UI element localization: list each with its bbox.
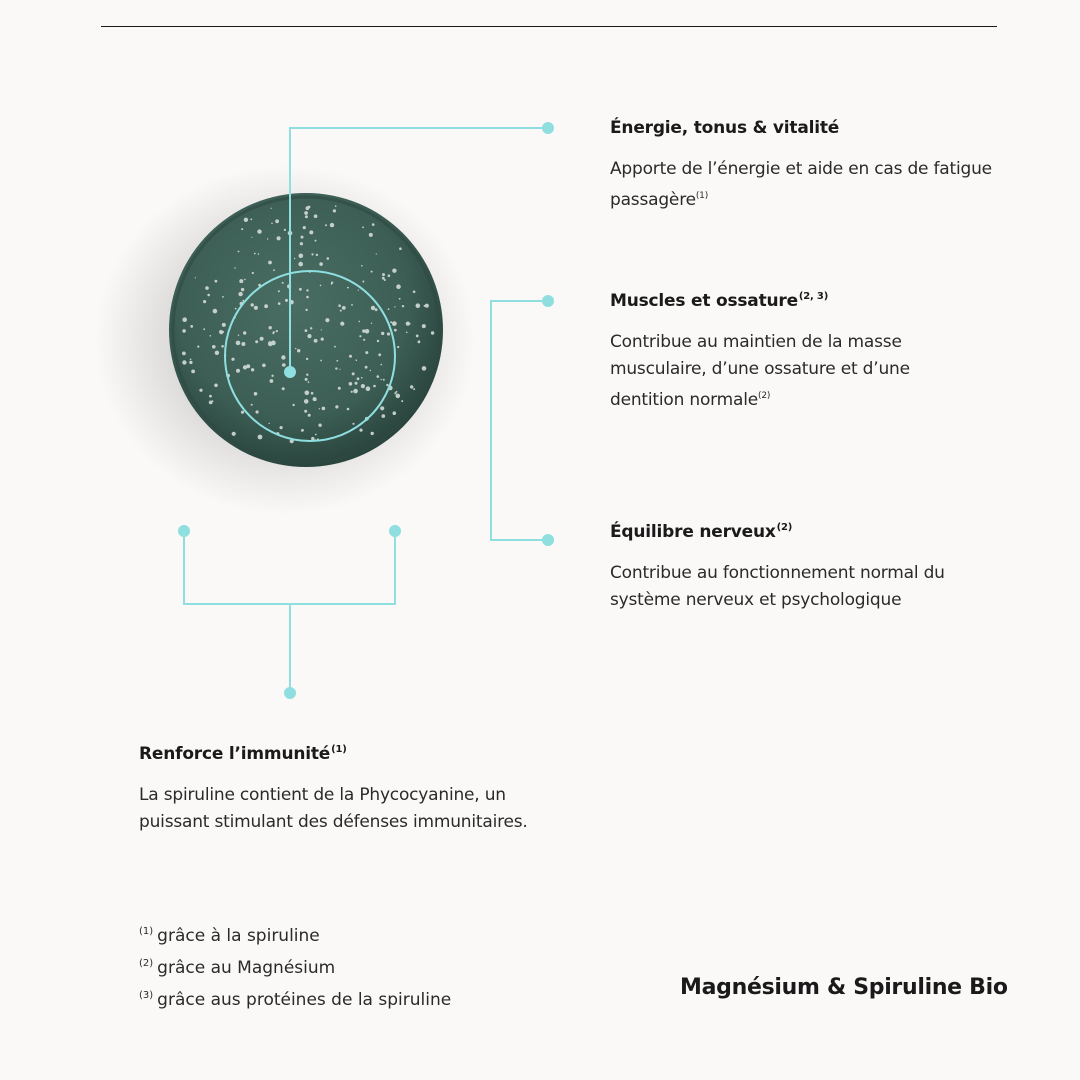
tablet-speckle bbox=[422, 324, 426, 328]
tablet-speckle bbox=[195, 277, 196, 278]
tablet-speckle bbox=[355, 382, 358, 385]
tablet-speckle bbox=[399, 298, 401, 300]
tablet-speckle bbox=[182, 329, 186, 333]
tablet-speckle bbox=[319, 408, 320, 409]
tablet-speckle bbox=[310, 327, 312, 329]
tablet-speckle bbox=[314, 339, 318, 343]
tablet-speckle bbox=[378, 353, 381, 356]
tablet-speckle bbox=[384, 279, 386, 281]
tablet-speckle bbox=[325, 224, 327, 226]
footnote-ref: (1) bbox=[695, 191, 709, 201]
tablet-speckle bbox=[361, 384, 365, 388]
tablet-speckle bbox=[318, 424, 321, 427]
tablet-speckle bbox=[314, 214, 318, 218]
feature-immunity-desc: La spiruline contient de la Phycocyanine, un puissant stimulant des défenses immunitaires. bbox=[139, 785, 528, 832]
tablet-speckle bbox=[371, 306, 375, 310]
tablet-speckle bbox=[416, 335, 419, 338]
tablet-speckle bbox=[199, 389, 202, 392]
tablet-speckle bbox=[270, 379, 274, 383]
feature-immunity-title: Renforce l’immunité$^{(1)}$ bbox=[139, 744, 347, 764]
tablet-speckle bbox=[388, 274, 391, 277]
tablet-speckle bbox=[268, 261, 272, 265]
tablet-speckle bbox=[281, 355, 285, 359]
tablet-speckle bbox=[321, 329, 322, 330]
tablet-speckle bbox=[402, 305, 404, 307]
tablet-speckle bbox=[359, 321, 361, 323]
tablet-speckle bbox=[222, 296, 224, 298]
tablet-speckle bbox=[363, 339, 365, 341]
tablet-speckle bbox=[352, 372, 355, 375]
tablet-speckle bbox=[382, 414, 386, 418]
tablet-speckle bbox=[351, 391, 353, 393]
tablet-speckle bbox=[392, 321, 397, 326]
tablet-speckle bbox=[336, 360, 338, 362]
connector-nerves-dot bbox=[542, 534, 554, 546]
product-name: Magnésium & Spiruline Bio bbox=[680, 975, 1008, 1000]
tablet-speckle bbox=[190, 359, 192, 361]
tablet-speckle bbox=[207, 294, 210, 297]
tablet-speckle bbox=[256, 410, 259, 413]
tablet-speckle bbox=[300, 242, 303, 245]
tablet-speckle bbox=[390, 321, 392, 323]
tablet-speckle bbox=[254, 306, 258, 310]
tablet-speckle bbox=[292, 404, 294, 406]
tablet-speckle bbox=[335, 367, 337, 369]
tablet-speckle bbox=[232, 432, 236, 436]
tablet-speckle bbox=[376, 253, 377, 254]
tablet-speckle bbox=[401, 400, 403, 402]
tablet-speckle bbox=[203, 328, 205, 330]
tablet-speckle bbox=[276, 330, 278, 332]
tablet-speckle bbox=[298, 262, 303, 267]
tablet-speckle bbox=[304, 399, 309, 404]
tablet-speckle bbox=[347, 287, 349, 289]
tablet-speckle bbox=[413, 291, 416, 294]
tablet-speckle bbox=[244, 279, 246, 281]
feature-energy-title: Énergie, tonus & vitalité bbox=[610, 118, 840, 138]
tablet-speckle bbox=[241, 411, 244, 414]
tablet-speckle bbox=[381, 379, 382, 380]
tablet-speckle bbox=[334, 346, 336, 348]
tablet-speckle bbox=[255, 340, 258, 343]
tablet-speckle bbox=[280, 426, 283, 429]
tablet-speckle bbox=[301, 430, 303, 432]
tablet-speckle bbox=[371, 323, 372, 324]
tablet-speckle bbox=[294, 258, 295, 259]
tablet-speckle bbox=[383, 379, 385, 381]
tablet-speckle bbox=[371, 271, 373, 273]
tablet-speckle bbox=[409, 323, 411, 325]
tablet-speckle bbox=[243, 331, 246, 334]
tablet-speckle bbox=[306, 296, 309, 299]
tablet-speckle bbox=[182, 352, 186, 356]
tablet-speckle bbox=[299, 288, 302, 291]
tablet-speckle bbox=[422, 366, 427, 371]
feature-muscles bbox=[610, 291, 1010, 414]
footnote-ref: (2, 3) bbox=[798, 291, 829, 302]
tablet-speckle bbox=[252, 272, 254, 274]
tablet-speckle bbox=[277, 236, 281, 240]
footnote-item: $^{(2)}$ grâce au Magnésium bbox=[139, 958, 336, 978]
tablet-speckle bbox=[338, 304, 341, 307]
tablet-speckle bbox=[353, 389, 358, 394]
tablet-speckle bbox=[219, 330, 222, 333]
tablet-speckle bbox=[333, 209, 336, 212]
tablet-speckle bbox=[424, 305, 426, 307]
tablet-speckle bbox=[315, 434, 317, 436]
connector-immunity-left-dot bbox=[178, 525, 190, 537]
tablet-speckle bbox=[306, 358, 308, 360]
tablet-speckle bbox=[238, 251, 240, 253]
tablet-speckle bbox=[416, 303, 421, 308]
tablet-speckle bbox=[394, 329, 397, 332]
tablet-speckle bbox=[315, 240, 317, 242]
feature-nerves-title: Équilibre nerveux$^{(2)}$ bbox=[610, 522, 793, 542]
tablet-speckle bbox=[371, 432, 374, 435]
tablet-speckle bbox=[205, 286, 209, 290]
tablet-speckle bbox=[351, 304, 353, 306]
tablet-speckle bbox=[394, 392, 396, 394]
tablet-speckle bbox=[297, 349, 300, 352]
tablet-speckle bbox=[271, 341, 276, 346]
tablet-speckle bbox=[222, 323, 226, 327]
tablet-speckle bbox=[306, 374, 308, 376]
tablet-speckle bbox=[243, 365, 247, 369]
connector-immunity-bracket bbox=[184, 531, 395, 604]
connector-energy-dot bbox=[542, 122, 554, 134]
tablet-speckle bbox=[215, 280, 218, 283]
tablet-speckle bbox=[305, 329, 308, 332]
tablet-speckle bbox=[308, 414, 311, 417]
tablet-speckle bbox=[386, 384, 388, 386]
tablet-speckle bbox=[349, 382, 353, 386]
tablet-speckle bbox=[210, 335, 212, 337]
tablet-speckle bbox=[377, 375, 380, 378]
tablet-speckle bbox=[406, 332, 408, 334]
tablet-speckle bbox=[241, 288, 244, 291]
tablet-speckle bbox=[319, 262, 323, 266]
tablet-speckle bbox=[254, 253, 256, 255]
feature-energy-desc: Apporte de l’énergie et aide en cas de fatigue passagère$^{(1)}$ bbox=[610, 159, 992, 210]
tablet-speckle bbox=[258, 435, 263, 440]
tablet-speckle bbox=[396, 394, 401, 399]
tablet-speckle bbox=[282, 282, 284, 284]
tablet-speckle bbox=[340, 322, 344, 326]
tablet-speckle bbox=[254, 392, 258, 396]
tablet-speckle bbox=[365, 351, 368, 354]
tablet-speckle bbox=[257, 229, 261, 233]
tablet-speckle bbox=[269, 423, 270, 424]
tablet-speckle bbox=[394, 306, 395, 307]
footnote-ref: (2) bbox=[776, 522, 793, 533]
tablet-speckle bbox=[295, 348, 296, 349]
tablet-speckle bbox=[339, 369, 340, 370]
tablet-speckle bbox=[393, 411, 397, 415]
tablet-speckle bbox=[275, 219, 279, 223]
tablet-speckle bbox=[331, 282, 333, 284]
tablet-speckle bbox=[306, 206, 310, 210]
tablet-speckle bbox=[308, 381, 310, 383]
tablet-speckle bbox=[399, 247, 402, 250]
tablet-speckle bbox=[251, 404, 253, 406]
tablet-speckle bbox=[419, 340, 420, 341]
tablet-speckle bbox=[191, 370, 195, 374]
tablet-speckle bbox=[305, 215, 308, 218]
tablet-speckle bbox=[325, 318, 329, 322]
tablet-speckle bbox=[236, 369, 240, 373]
tablet-speckle bbox=[311, 253, 313, 255]
tablet-speckle bbox=[209, 401, 213, 405]
tablet-image bbox=[169, 193, 443, 467]
tablet-speckle bbox=[381, 332, 384, 335]
tablet-speckle bbox=[309, 230, 313, 234]
tablet-speckle bbox=[271, 375, 273, 377]
tablet-speckle bbox=[251, 237, 252, 238]
tablet-speckle bbox=[370, 370, 371, 371]
tablet-speckle bbox=[221, 345, 224, 348]
tablet-speckle bbox=[189, 361, 192, 364]
tablet-speckle bbox=[388, 308, 390, 310]
feature-nerves-desc: Contribue au fonctionnement normal du système nerveux et psychologique bbox=[610, 563, 945, 610]
tablet-speckle bbox=[380, 406, 384, 410]
tablet-speckle bbox=[241, 342, 245, 346]
tablet-speckle bbox=[356, 359, 358, 361]
tablet-speckle bbox=[320, 285, 322, 287]
connector-muscles-dot bbox=[542, 295, 554, 307]
tablet-speckle bbox=[335, 205, 337, 207]
tablet-speckle bbox=[303, 226, 306, 229]
tablet-speckle bbox=[311, 392, 314, 395]
tablet-speckle bbox=[235, 308, 237, 310]
tablet-speckle bbox=[347, 408, 350, 411]
footnotes bbox=[139, 918, 451, 1014]
tablet-speckle bbox=[362, 226, 364, 228]
connector-immunity-right-dot bbox=[389, 525, 401, 537]
tablet-speckle bbox=[214, 384, 218, 388]
tablet-speckle bbox=[304, 211, 308, 215]
tablet-speckle bbox=[215, 351, 219, 355]
tablet-speckle bbox=[397, 346, 399, 348]
connector-muscles-nerves bbox=[491, 301, 548, 540]
tablet-speckle bbox=[264, 304, 268, 308]
feature-muscles-desc: Contribue au maintien de la masse musculaire, d’une ossature et d’une dentition normale$^{(2)}$ bbox=[610, 332, 910, 410]
tablet-speckle bbox=[335, 405, 338, 408]
tablet-speckle bbox=[320, 360, 322, 362]
tablet-speckle bbox=[299, 254, 304, 259]
tablet-speckle bbox=[392, 269, 396, 273]
connector-immunity-bottom-dot bbox=[284, 687, 296, 699]
tablet-speckle bbox=[271, 208, 272, 209]
tablet-speckle bbox=[311, 437, 314, 440]
tablet-speckle bbox=[231, 358, 234, 361]
tablet-speckle bbox=[369, 233, 373, 237]
tablet-speckle bbox=[316, 254, 318, 256]
tablet-speckle bbox=[373, 385, 376, 388]
tablet-speckle bbox=[372, 223, 375, 226]
feature-immunity bbox=[139, 744, 559, 836]
tablet-speckle bbox=[190, 325, 193, 328]
tablet-speckle bbox=[340, 310, 342, 312]
tablet-speckle bbox=[284, 229, 286, 231]
tablet-speckle bbox=[338, 387, 341, 390]
tablet-speckle bbox=[342, 306, 346, 310]
tablet-speckle bbox=[361, 265, 363, 267]
tablet-speckle bbox=[267, 238, 268, 239]
tablet-speckle bbox=[269, 326, 272, 329]
tablet-speckle bbox=[382, 273, 385, 276]
tablet-speckle bbox=[250, 219, 252, 221]
footnote-ref: (2) bbox=[758, 391, 771, 401]
tablet-speckle bbox=[327, 257, 330, 260]
tablet-speckle bbox=[278, 302, 281, 305]
tablet-speckle bbox=[304, 410, 307, 413]
tablet-speckle bbox=[431, 331, 434, 334]
tablet-speckle bbox=[273, 269, 275, 271]
tablet-speckle bbox=[365, 366, 368, 369]
tablet-speckle bbox=[222, 331, 224, 333]
tablet-speckle bbox=[357, 377, 360, 380]
tablet-speckle bbox=[381, 364, 383, 366]
tablet-speckle bbox=[236, 341, 241, 346]
tablet-speckle bbox=[305, 309, 307, 311]
tablet-speckle bbox=[272, 333, 274, 335]
tablet-speckle bbox=[349, 355, 352, 358]
tablet-speckle bbox=[244, 218, 248, 222]
tablet-speckle bbox=[410, 385, 413, 388]
tablet-speckle bbox=[366, 386, 371, 391]
tablet-speckle bbox=[282, 363, 286, 367]
tablet-speckle bbox=[251, 368, 254, 371]
tablet-speckle bbox=[359, 429, 362, 432]
tablet-speckle bbox=[396, 284, 401, 289]
tablet-speckle bbox=[377, 340, 379, 342]
tablet-speckle bbox=[234, 267, 235, 268]
tablet-speckle bbox=[305, 391, 310, 396]
tablet-speckle bbox=[305, 378, 308, 381]
tablet-speckle bbox=[238, 335, 239, 336]
tablet-speckle bbox=[182, 360, 186, 364]
feature-nerves bbox=[610, 522, 1010, 614]
tablet-speckle bbox=[306, 289, 308, 291]
feature-energy bbox=[610, 118, 1010, 214]
footnote-item: $^{(1)}$ grâce à la spiruline bbox=[139, 926, 320, 946]
feature-muscles-title: Muscles et ossature$^{(2, 3)}$ bbox=[610, 291, 829, 311]
tablet-speckle bbox=[239, 279, 243, 283]
tablet-speckle bbox=[387, 332, 390, 335]
tablet-speckle bbox=[321, 338, 324, 341]
tablet-speckle bbox=[203, 300, 206, 303]
tablet-speckle bbox=[212, 345, 216, 349]
tablet-speckle bbox=[375, 308, 378, 311]
tablet-speckle bbox=[361, 377, 363, 379]
tablet-speckle bbox=[238, 292, 242, 296]
tablet-speckle bbox=[271, 223, 273, 225]
tablet-speckle bbox=[413, 388, 415, 390]
tablet-speckle bbox=[359, 335, 361, 337]
footnote-item: $^{(3)}$ grâce aus protéines de la spiruline bbox=[139, 990, 452, 1010]
tablet-speckle bbox=[209, 395, 212, 398]
tablet-speckle bbox=[314, 398, 317, 401]
tablet-speckle bbox=[197, 346, 199, 348]
tablet-speckle bbox=[362, 281, 364, 283]
tablet-speckle bbox=[213, 309, 218, 314]
tablet-speckle bbox=[365, 329, 370, 334]
tablet-speckle bbox=[352, 423, 354, 425]
tablet-speckle bbox=[330, 223, 334, 227]
tablet-speckle bbox=[301, 236, 304, 239]
tablet-speckle bbox=[307, 334, 311, 338]
tablet-speckle bbox=[260, 337, 264, 341]
tablet-speckle bbox=[251, 303, 254, 306]
tablet-speckle bbox=[262, 364, 266, 368]
tablet-speckle bbox=[278, 290, 280, 292]
tablet-speckle bbox=[182, 317, 187, 322]
tablet-speckle bbox=[358, 290, 359, 291]
tablet-speckle bbox=[258, 253, 260, 255]
tablet-speckle bbox=[282, 387, 285, 390]
footnote-ref: (1) bbox=[331, 744, 347, 755]
tablet-speckle bbox=[285, 299, 288, 302]
tablet-speckle bbox=[322, 407, 326, 411]
tablet-speckle bbox=[241, 228, 243, 230]
